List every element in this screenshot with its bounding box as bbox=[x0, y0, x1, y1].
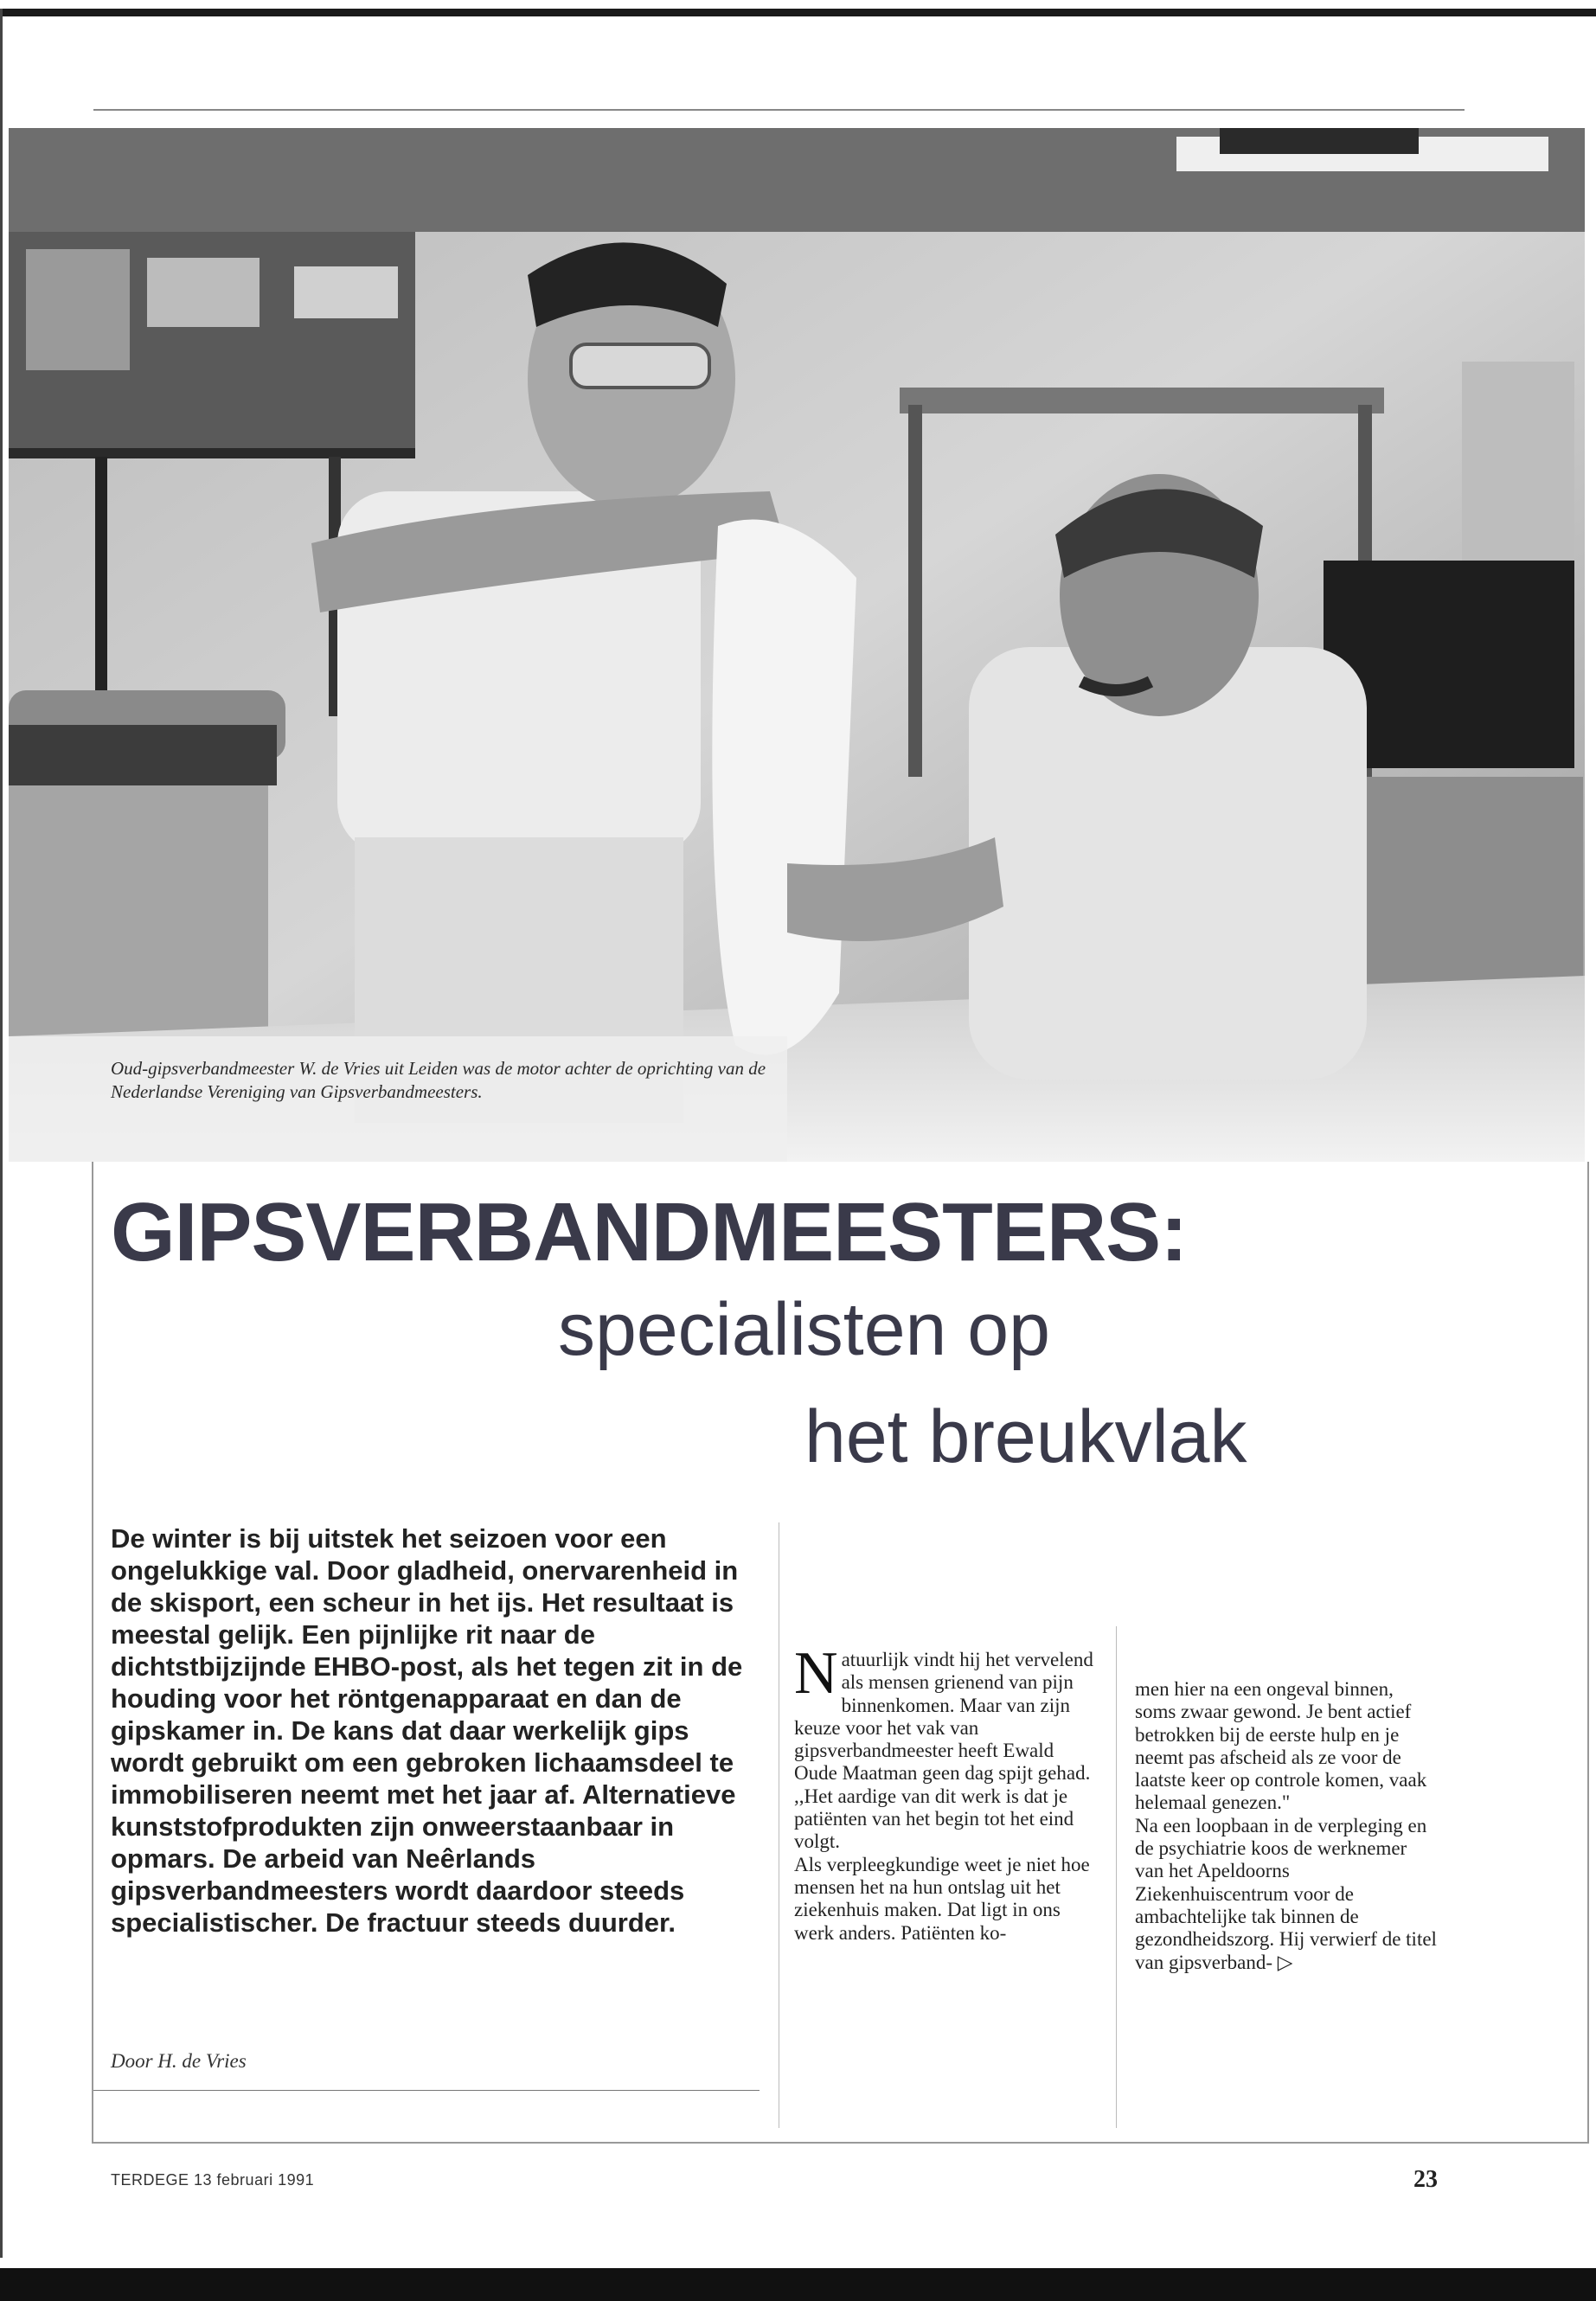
publication-footer: TERDEGE 13 februari 1991 bbox=[111, 2171, 315, 2189]
article-intro: De winter is bij uitstek het seizoen voor een ongelukkige val. Door gladheid, onervarenheid in de skisport, een scheur in het ijs. Het resultaat is meestal gelijk. Een pijnlijke rit naar de dichtstbijzijnde EHBO-post, als het tegen zit in de houding voor het röntgenapparaat en dan de gipskamer in. De kans dat daar werkelijk gips wordt gebruikt om een gebroken lichaamsdeel te immobiliseren neemt met het jaar af. Alternatieve kunststofprodukten zijn onweerstaanbaar in opmars. De arbeid van Neêrlands gipsverbandmeesters wordt daardoor steeds specialistischer. De fractuur steeds duurder. bbox=[111, 1523, 743, 1938]
body-paragraph: men hier na een ongeval binnen, soms zwaar gewond. Je bent actief betrokken bij de eerste hulp en je neemt pas afscheid als ze voor de laatste keer op controle komen, vaak helemaal genezen." bbox=[1135, 1678, 1427, 1814]
frame-bottom-rule bbox=[92, 2142, 1589, 2144]
body-paragraph: Als verpleegkundige weet je niet hoe mensen het na hun ontslag uit het ziekenhuis maken. Dat ligt in ons werk anders. Patiënten ko- bbox=[794, 1853, 1090, 1944]
drop-cap: N bbox=[794, 1640, 838, 1707]
body-paragraph: atuurlijk vindt hij het vervelend als mensen grienend van pijn binnenkomen. Maar van zijn keuze voor het vak van gipsverbandmeester heeft Ewald Oude Maatman geen dag spijt gehad. ,,Het aardige van dit werk is dat je patiënten van het begin tot het eind volgt. bbox=[794, 1649, 1093, 1853]
byline: Door H. de Vries bbox=[111, 2050, 247, 2072]
article-photo bbox=[9, 128, 1585, 1162]
headline-subtitle-line2: het breukvlak bbox=[804, 1395, 1247, 1478]
intro-rule bbox=[93, 2090, 760, 2091]
column-divider bbox=[1116, 1626, 1117, 2128]
frame-top-rule bbox=[93, 109, 1465, 111]
left-edge bbox=[0, 9, 3, 2258]
body-paragraph: Na een loopbaan in de verpleging en de psychiatrie koos de werknemer van het Apeldoorns Ziekenhuiscentrum voor de ambachtelijke tak binnen de gezondheidszorg. Hij verwierf de titel van gipsverband- ▷ bbox=[1135, 1814, 1437, 1973]
body-column-2 bbox=[1135, 1678, 1438, 1974]
frame-left-rule bbox=[92, 1162, 93, 2144]
frame-right-rule bbox=[1587, 1162, 1589, 2144]
photo-caption: Oud-gipsverbandmeester W. de Vries uit Leiden was de motor achter de oprichting van de Nederlandse Vereniging van Gipsverbandmeesters. bbox=[111, 1058, 766, 1102]
headline-subtitle-line1: specialisten op bbox=[558, 1288, 1050, 1371]
top-border bbox=[0, 9, 1596, 16]
page-number: 23 bbox=[1413, 2166, 1438, 2193]
body-column-1 bbox=[794, 1640, 1097, 1945]
bottom-border bbox=[0, 2268, 1596, 2301]
headline-title: GIPSVERBANDMEESTERS: bbox=[111, 1186, 1188, 1279]
